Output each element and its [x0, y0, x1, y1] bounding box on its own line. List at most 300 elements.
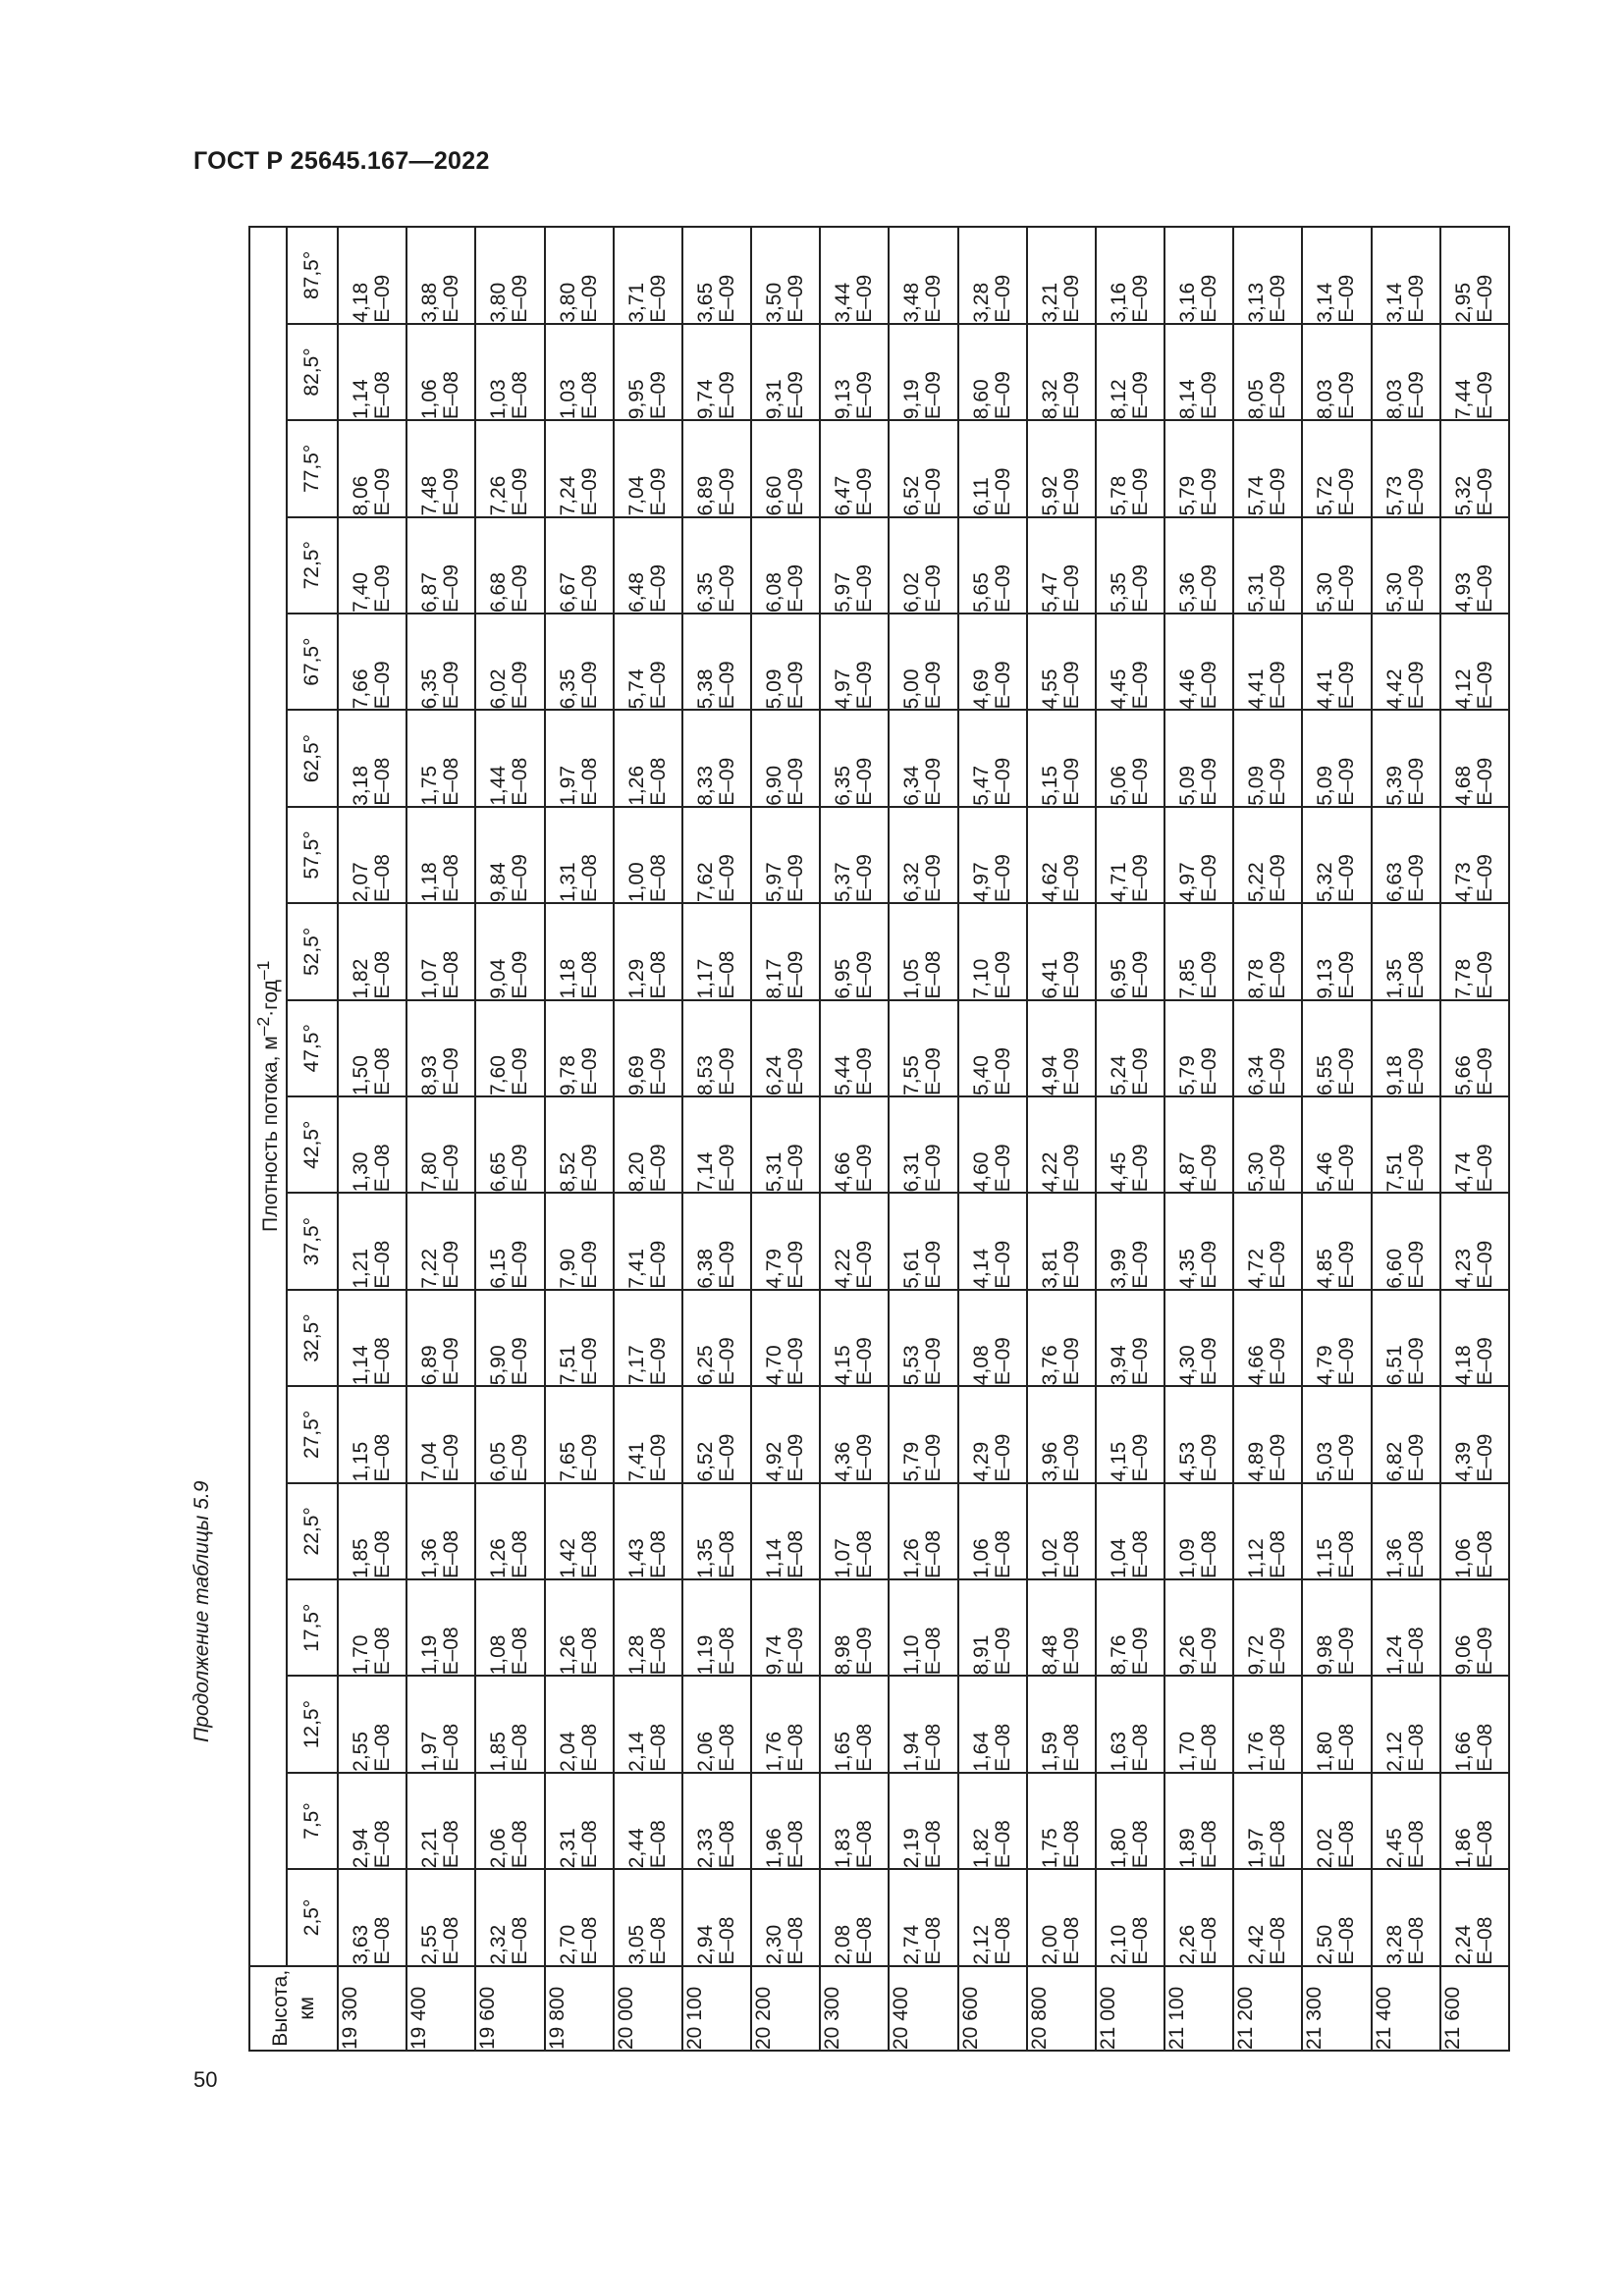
mantissa: 4,79: [1314, 1345, 1337, 1386]
flux-value-cell: [682, 324, 751, 420]
mantissa: 4,71: [1107, 862, 1130, 903]
exponent: E–09: [1198, 1627, 1221, 1676]
exponent: E–09: [509, 1046, 532, 1095]
flux-value-cell: [475, 807, 544, 903]
exponent: E–08: [509, 1916, 532, 1965]
mantissa: 5,31: [1245, 572, 1269, 613]
exponent: E–09: [991, 757, 1014, 806]
exponent: E–09: [1267, 563, 1290, 613]
mantissa: 1,14: [350, 1345, 373, 1386]
angle-header: 37,5°: [287, 1193, 338, 1289]
mantissa: 2,02: [1314, 1828, 1337, 1869]
exponent: E–08: [991, 1916, 1014, 1965]
exponent: E–09: [1335, 1433, 1359, 1482]
mantissa: 6,89: [693, 475, 717, 516]
exponent: E–09: [1198, 1144, 1221, 1193]
exponent: E–09: [1404, 1046, 1428, 1095]
flux-value-cell: [1372, 1483, 1440, 1579]
flux-value-cell: [820, 1676, 889, 1772]
mantissa: 5,31: [763, 1151, 786, 1193]
flux-value-cell: [1440, 1773, 1509, 1869]
mantissa: 7,04: [418, 1441, 442, 1482]
altitude-cell: 19 300: [338, 1966, 406, 2051]
flux-value-cell: [958, 1676, 1027, 1772]
angle-header: 82,5°: [287, 324, 338, 420]
flux-value-cell: [1302, 420, 1371, 516]
exponent: E–09: [1059, 757, 1083, 806]
flux-value-cell: [406, 517, 475, 614]
flux-value-cell: [1440, 614, 1509, 710]
mantissa: 4,72: [1245, 1248, 1269, 1289]
flux-value-cell: [958, 1386, 1027, 1482]
mantissa: 1,05: [900, 958, 924, 999]
mantissa: 7,60: [487, 1055, 511, 1095]
mantissa: 1,03: [487, 379, 511, 420]
flux-value-cell: [751, 227, 820, 324]
mantissa: 2,26: [1176, 1924, 1200, 1965]
exponent: E–08: [853, 1723, 877, 1772]
flux-value-cell: [614, 1096, 682, 1193]
angle-header: 42,5°: [287, 1096, 338, 1193]
flux-value-cell: [682, 1193, 751, 1289]
exponent: E–08: [1473, 1529, 1496, 1579]
table-row: [1233, 227, 1302, 2051]
flux-value-cell: [1372, 420, 1440, 516]
mantissa: 1,36: [1382, 1538, 1406, 1579]
flux-value-cell: [1164, 1869, 1233, 1965]
mantissa: 1,50: [350, 1055, 373, 1095]
mantissa: 5,47: [969, 765, 993, 806]
flux-value-cell: [958, 227, 1027, 324]
exponent: E–09: [1404, 1144, 1428, 1193]
exponent: E–09: [1059, 371, 1083, 420]
flux-value-cell: [338, 420, 406, 516]
flux-value-cell: [1440, 1386, 1509, 1482]
exponent: E–09: [509, 563, 532, 613]
mantissa: 9,72: [1245, 1634, 1269, 1676]
exponent: E–09: [715, 757, 738, 806]
exponent: E–09: [1267, 1144, 1290, 1193]
exponent: E–08: [1198, 1916, 1221, 1965]
flux-value-cell: [1096, 710, 1164, 806]
flux-value-cell: [614, 1773, 682, 1869]
flux-value-cell: [820, 614, 889, 710]
mantissa: 9,69: [624, 1055, 648, 1095]
exponent: E–09: [1059, 661, 1083, 710]
table-row: [1302, 227, 1371, 2051]
table-row: [614, 227, 682, 2051]
flux-value-cell: [958, 1000, 1027, 1096]
rotated-table-container: [248, 226, 1510, 2052]
flux-value-cell: [682, 1773, 751, 1869]
table-row: [1164, 227, 1233, 2051]
flux-value-cell: [1233, 1000, 1302, 1096]
exponent: E–09: [853, 950, 877, 999]
flux-value-cell: [406, 710, 475, 806]
mantissa: 1,76: [1245, 1731, 1269, 1772]
mantissa: 6,60: [1382, 1248, 1406, 1289]
exponent: E–09: [1198, 563, 1221, 613]
mantissa: 5,46: [1314, 1151, 1337, 1193]
exponent: E–09: [646, 661, 670, 710]
exponent: E–09: [371, 563, 395, 613]
flux-value-cell: [406, 1483, 475, 1579]
flux-value-cell: [889, 1483, 957, 1579]
flux-value-cell: [475, 1579, 544, 1676]
mantissa: 3,96: [1038, 1441, 1061, 1482]
flux-value-cell: [889, 1290, 957, 1386]
exponent: E–09: [577, 1240, 601, 1289]
mantissa: 4,22: [832, 1248, 855, 1289]
angle-header: 72,5°: [287, 517, 338, 614]
flux-value-cell: [889, 1386, 957, 1482]
exponent: E–08: [1335, 1529, 1359, 1579]
exponent: E–09: [1335, 1144, 1359, 1193]
exponent: E–08: [371, 1723, 395, 1772]
exponent: E–09: [715, 1337, 738, 1386]
flux-value-cell: [1164, 1193, 1233, 1289]
flux-value-cell: [820, 517, 889, 614]
flux-value-cell: [682, 710, 751, 806]
exponent: E–09: [715, 1144, 738, 1193]
mantissa: 6,05: [487, 1441, 511, 1482]
flux-value-cell: [1372, 710, 1440, 806]
flux-value-cell: [1164, 1773, 1233, 1869]
flux-value-cell: [475, 1676, 544, 1772]
mantissa: 5,79: [1176, 1055, 1200, 1095]
flux-value-cell: [614, 1000, 682, 1096]
exponent: E–08: [371, 950, 395, 999]
mantissa: 1,43: [624, 1538, 648, 1579]
flux-value-cell: [751, 1290, 820, 1386]
exponent: E–09: [785, 371, 808, 420]
altitude-cell: 20 000: [614, 1966, 682, 2051]
mantissa: 5,97: [832, 572, 855, 613]
flux-value-cell: [1027, 1579, 1096, 1676]
flux-value-cell: [1233, 517, 1302, 614]
exponent: E–09: [646, 563, 670, 613]
exponent: E–09: [922, 854, 946, 903]
flux-value-cell: [820, 807, 889, 903]
flux-value-cell: [751, 1193, 820, 1289]
flux-value-cell: [1372, 1000, 1440, 1096]
flux-value-cell: [889, 807, 957, 903]
exponent: E–08: [509, 1820, 532, 1869]
mantissa: 3,28: [1382, 1924, 1406, 1965]
exponent: E–09: [1059, 1046, 1083, 1095]
exponent: E–09: [1473, 274, 1496, 323]
mantissa: 4,41: [1314, 668, 1337, 710]
mantissa: 5,24: [1107, 1055, 1130, 1095]
exponent: E–09: [1059, 467, 1083, 516]
exponent: E–08: [922, 1627, 946, 1676]
exponent: E–08: [371, 1627, 395, 1676]
flux-value-cell: [545, 420, 614, 516]
exponent: E–08: [509, 757, 532, 806]
flux-value-cell: [406, 1579, 475, 1676]
flux-value-cell: [1027, 1000, 1096, 1096]
flux-value-cell: [958, 1869, 1027, 1965]
exponent: E–09: [1404, 1337, 1428, 1386]
mantissa: 3,44: [832, 282, 855, 323]
mantissa: 1,86: [1451, 1828, 1475, 1869]
exponent: E–09: [1404, 274, 1428, 323]
flux-value-cell: [751, 1000, 820, 1096]
flux-value-cell: [1302, 1000, 1371, 1096]
flux-value-cell: [1302, 1096, 1371, 1193]
mantissa: 7,90: [556, 1248, 579, 1289]
exponent: E–09: [785, 467, 808, 516]
exponent: E–08: [371, 1820, 395, 1869]
mantissa: 1,94: [900, 1731, 924, 1772]
flux-value-cell: [1233, 1290, 1302, 1386]
mantissa: 7,85: [1176, 958, 1200, 999]
flux-value-cell: [1440, 1579, 1509, 1676]
flux-value-cell: [614, 420, 682, 516]
exponent: E–08: [577, 1916, 601, 1965]
mantissa: 4,55: [1038, 668, 1061, 710]
flux-value-cell: [1164, 1290, 1233, 1386]
table-row: [751, 227, 820, 2051]
exponent: E–08: [646, 1723, 670, 1772]
flux-value-cell: [1302, 517, 1371, 614]
flux-value-cell: [820, 710, 889, 806]
mantissa: 1,15: [1314, 1538, 1337, 1579]
mantissa: 6,48: [624, 572, 648, 613]
flux-value-cell: [1027, 1290, 1096, 1386]
flux-value-cell: [614, 903, 682, 999]
mantissa: 5,09: [1176, 765, 1200, 806]
mantissa: 6,31: [900, 1151, 924, 1193]
altitude-cell: 19 600: [475, 1966, 544, 2051]
mantissa: 1,26: [487, 1538, 511, 1579]
mantissa: 1,00: [624, 862, 648, 903]
exponent: E–09: [1473, 1240, 1496, 1289]
exponent: E–09: [853, 274, 877, 323]
mantissa: 4,79: [763, 1248, 786, 1289]
mantissa: 4,14: [969, 1248, 993, 1289]
exponent: E–08: [785, 1820, 808, 1869]
exponent: E–09: [1267, 467, 1290, 516]
exponent: E–09: [1335, 1337, 1359, 1386]
flux-value-cell: [682, 1676, 751, 1772]
mantissa: 6,90: [763, 765, 786, 806]
flux-value-cell: [751, 903, 820, 999]
flux-value-cell: [1233, 1579, 1302, 1676]
mantissa: 4,66: [832, 1151, 855, 1193]
exponent: E–08: [1267, 1820, 1290, 1869]
flux-value-cell: [614, 807, 682, 903]
flux-value-cell: [889, 1000, 957, 1096]
flux-value-cell: [1372, 517, 1440, 614]
exponent: E–09: [1335, 371, 1359, 420]
mantissa: 5,38: [693, 668, 717, 710]
flux-value-cell: [1302, 1676, 1371, 1772]
mantissa: 4,89: [1245, 1441, 1269, 1482]
altitude-cell: 21 300: [1302, 1966, 1371, 2051]
exponent: E–08: [371, 1529, 395, 1579]
exponent: E–09: [1198, 757, 1221, 806]
flux-value-cell: [406, 227, 475, 324]
flux-value-cell: [475, 1869, 544, 1965]
exponent: E–09: [715, 371, 738, 420]
mantissa: 8,03: [1382, 379, 1406, 420]
flux-value-cell: [1302, 1579, 1371, 1676]
exponent: E–09: [440, 563, 463, 613]
flux-value-cell: [820, 903, 889, 999]
mantissa: 6,34: [900, 765, 924, 806]
flux-value-cell: [820, 1386, 889, 1482]
mantissa: 8,53: [693, 1055, 717, 1095]
mantissa: 1,26: [624, 765, 648, 806]
mantissa: 7,80: [418, 1151, 442, 1193]
mantissa: 4,87: [1176, 1151, 1200, 1193]
flux-value-cell: [1027, 1773, 1096, 1869]
altitude-cell: 20 600: [958, 1966, 1027, 2051]
exponent: E–09: [785, 1240, 808, 1289]
flux-value-cell: [1164, 1386, 1233, 1482]
flux-value-cell: [1096, 1096, 1164, 1193]
document-header: ГОСТ Р 25645.167—2022: [193, 147, 490, 175]
exponent: E–09: [991, 1144, 1014, 1193]
mantissa: 5,30: [1314, 572, 1337, 613]
exponent: E–08: [577, 757, 601, 806]
flux-value-cell: [1233, 903, 1302, 999]
flux-value-cell: [820, 1096, 889, 1193]
angle-header: 87,5°: [287, 227, 338, 324]
mantissa: 8,14: [1176, 379, 1200, 420]
flux-value-cell: [1372, 1579, 1440, 1676]
exponent: E–09: [1404, 661, 1428, 710]
mantissa: 1,26: [556, 1634, 579, 1676]
flux-value-cell: [751, 710, 820, 806]
flux-value-cell: [958, 807, 1027, 903]
exponent: E–08: [371, 1046, 395, 1095]
flux-value-cell: [1233, 1869, 1302, 1965]
exponent: E–08: [991, 1723, 1014, 1772]
exponent: E–09: [1198, 854, 1221, 903]
exponent: E–09: [1267, 274, 1290, 323]
exponent: E–09: [922, 371, 946, 420]
exponent: E–09: [785, 1046, 808, 1095]
altitude-cell: 21 100: [1164, 1966, 1233, 2051]
flux-value-cell: [1372, 1193, 1440, 1289]
mantissa: 5,32: [1314, 862, 1337, 903]
flux-value-cell: [1302, 614, 1371, 710]
mantissa: 1,42: [556, 1538, 579, 1579]
exponent: E–09: [1059, 1144, 1083, 1193]
mantissa: 4,15: [1107, 1441, 1130, 1482]
mantissa: 7,41: [624, 1441, 648, 1482]
mantissa: 1,14: [763, 1538, 786, 1579]
mantissa: 4,23: [1451, 1248, 1475, 1289]
mantissa: 4,39: [1451, 1441, 1475, 1482]
flux-value-cell: [475, 1483, 544, 1579]
flux-header-unit: ·год: [259, 980, 282, 1017]
mantissa: 6,51: [1382, 1345, 1406, 1386]
exponent: E–09: [715, 661, 738, 710]
mantissa: 4,97: [832, 668, 855, 710]
mantissa: 1,82: [350, 958, 373, 999]
flux-value-cell: [1440, 1290, 1509, 1386]
mantissa: 6,55: [1314, 1055, 1337, 1095]
exponent: E–09: [1473, 371, 1496, 420]
flux-value-cell: [545, 903, 614, 999]
flux-value-cell: [751, 1773, 820, 1869]
exponent: E–09: [1267, 1046, 1290, 1095]
flux-value-cell: [1440, 1869, 1509, 1965]
exponent: E–08: [1473, 1820, 1496, 1869]
altitude-cell: 20 400: [889, 1966, 957, 2051]
mantissa: 8,93: [418, 1055, 442, 1095]
exponent: E–09: [1198, 1337, 1221, 1386]
mantissa: 2,32: [487, 1924, 511, 1965]
mantissa: 2,74: [900, 1924, 924, 1965]
flux-value-cell: [820, 1869, 889, 1965]
flux-value-cell: [406, 1386, 475, 1482]
mantissa: 2,12: [969, 1924, 993, 1965]
mantissa: 2,14: [624, 1731, 648, 1772]
exponent: E–09: [853, 661, 877, 710]
flux-value-cell: [751, 1676, 820, 1772]
mantissa: 5,61: [900, 1248, 924, 1289]
exponent: E–09: [1059, 563, 1083, 613]
exponent: E–08: [715, 950, 738, 999]
flux-value-cell: [1027, 1483, 1096, 1579]
mantissa: 5,74: [624, 668, 648, 710]
exponent: E–08: [1059, 1820, 1083, 1869]
mantissa: 5,79: [900, 1441, 924, 1482]
flux-value-cell: [545, 1579, 614, 1676]
flux-value-cell: [545, 710, 614, 806]
flux-value-cell: [682, 1386, 751, 1482]
exponent: E–09: [785, 950, 808, 999]
exponent: E–09: [1473, 1046, 1496, 1095]
mantissa: 1,97: [556, 765, 579, 806]
mantissa: 1,75: [1038, 1828, 1061, 1869]
exponent: E–09: [1128, 757, 1152, 806]
flux-value-cell: [1233, 1676, 1302, 1772]
mantissa: 7,51: [1382, 1151, 1406, 1193]
exponent: E–08: [440, 1723, 463, 1772]
flux-value-cell: [475, 1773, 544, 1869]
mantissa: 3,99: [1107, 1248, 1130, 1289]
flux-value-cell: [1233, 227, 1302, 324]
exponent: E–09: [1473, 757, 1496, 806]
flux-value-cell: [1233, 1096, 1302, 1193]
flux-value-cell: [682, 227, 751, 324]
mantissa: 1,80: [1314, 1731, 1337, 1772]
flux-value-cell: [682, 1579, 751, 1676]
mantissa: 3,76: [1038, 1345, 1061, 1386]
mantissa: 2,95: [1451, 282, 1475, 323]
exponent: E–09: [440, 1144, 463, 1193]
flux-value-cell: [1164, 614, 1233, 710]
exponent: E–08: [853, 1820, 877, 1869]
exponent: E–09: [853, 757, 877, 806]
mantissa: 5,03: [1314, 1441, 1337, 1482]
flux-value-cell: [889, 420, 957, 516]
flux-value-cell: [338, 1000, 406, 1096]
mantissa: 7,62: [693, 862, 717, 903]
mantissa: 6,32: [900, 862, 924, 903]
exponent: E–08: [1267, 1723, 1290, 1772]
flux-value-cell: [889, 1773, 957, 1869]
exponent: E–09: [1335, 274, 1359, 323]
altitude-cell: 21 400: [1372, 1966, 1440, 2051]
exponent: E–09: [991, 371, 1014, 420]
flux-value-cell: [406, 1000, 475, 1096]
